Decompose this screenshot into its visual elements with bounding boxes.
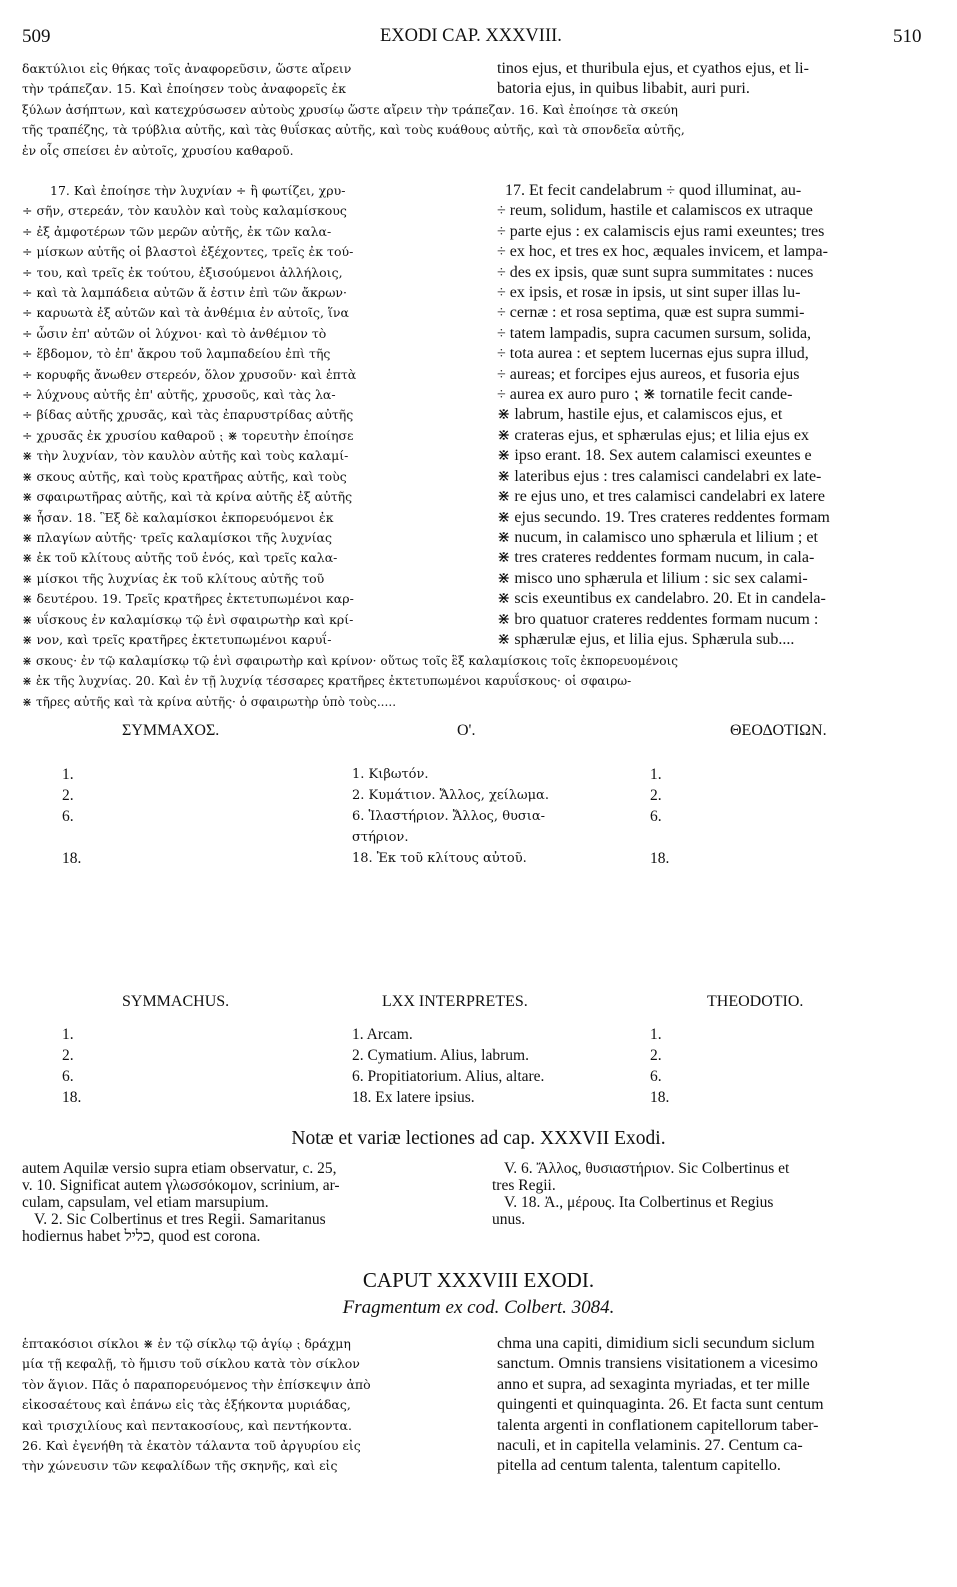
table-cell: στήριον. [352, 830, 409, 845]
text-line: ÷ βίδας αὐτῆς χρυσᾶς, καὶ τὰς ἐπαρυστρίδας αὐτῆς [22, 407, 354, 423]
text-line: ⋇ misco uno sphærula et lilium : sic sex calami- [497, 569, 808, 587]
note-line: autem Aquilæ versio supra etiam observatur, c. 25, [22, 1160, 337, 1177]
page-number-left: 509 [22, 26, 51, 47]
full-greek-block [22, 100, 937, 161]
text-line: ÷ des ex ipsis, quæ sunt supra summitates : nuces [497, 263, 814, 281]
text-line: ⋇ υΐσκους ἐν καλαμίσκῳ τῷ ἑνὶ σφαιρωτὴρ καὶ κρί- [22, 611, 354, 627]
notes-title: Notæ et variæ lectiones ad cap. XXXVII Exodi. [291, 1128, 666, 1149]
table-cell: 6. [650, 1068, 662, 1085]
bottom-greek-block [22, 651, 937, 712]
text-line: καὶ τρισχιλίους καὶ πεντακοσίους, καὶ πεντήκοντα. [22, 1417, 352, 1433]
text-line: batoria ejus, in quibus libabit, auri puri. [497, 80, 750, 98]
text-line: ⋇ labrum, hastile ejus, et calamiscos ejus, et [497, 406, 783, 424]
top-greek-block [22, 59, 492, 100]
text-line: ⋇ re ejus uno, et tres calamisci candelabri ex latere [497, 488, 825, 506]
chapter-subtitle: Fragmentum ex cod. Colbert. 3084. [342, 1297, 615, 1318]
text-line: ἑπτακόσιοι σίκλοι ⋇ ἐν τῷ σίκλῳ τῷ ἁγίῳ ⁏ δράχμη [22, 1336, 351, 1351]
text-line: ÷ ex hoc, et tres ex hoc, æquales invicem, et lampa- [497, 243, 828, 261]
running-title: EXODI CAP. XXXVIII. [380, 26, 562, 46]
text-line: τῆς τραπέζης, τὰ τρύβλια αὐτῆς, καὶ τὰς θυΐσκας αὐτῆς, καὶ τοὺς κυάθους αὐτῆς, καὶ τὰ σπονδεῖα αὐτῆς, [22, 123, 685, 138]
table-cell: 18. Ex latere ipsius. [352, 1089, 475, 1106]
note-line: unus. [492, 1211, 526, 1228]
text-line: ⋇ ἐκ τοῦ κλίτους αὐτῆς τοῦ ἑνός, καὶ τρεῖς καλα- [22, 550, 338, 566]
text-line: quingenti et quinquaginta. 26. Et facta sunt centum [497, 1396, 824, 1414]
text-line: ÷ χρυσᾶς ἐκ χρυσίου καθαροῦ ⁏ ⋇ τορευτὴν ἐποίησε [22, 427, 354, 443]
text-line: ⋇ τὴν λυχνίαν, τὸν καυλὸν αὐτῆς καὶ τοὺς καλαμί- [22, 448, 349, 464]
text-line: ÷ parte ejus : ex calamiscis ejus rami exeuntes; tres [497, 222, 825, 240]
text-line: sanctum. Omnis transiens visitationem a vicesimo [497, 1355, 818, 1373]
text-line: ⋇ ἦσαν. 18. Ἓξ δὲ καλαμίσκοι ἐκπορευόμενοι ἐκ [22, 509, 334, 525]
column-header-symmachus-greek: ΣΥΜΜΑΧΟΣ. [122, 722, 220, 739]
table-cell: 1. [650, 766, 662, 783]
text-line: ÷ tota aurea : et septem lucernas ejus supra illud, [497, 345, 809, 363]
hexapla-greek-table [62, 764, 942, 869]
note-line: V. 18. Ἀ., μέρους. Ita Colbertinus et Regius [504, 1194, 774, 1211]
latin-column [497, 181, 937, 650]
table-cell: 1. [62, 1026, 74, 1043]
table-row [62, 1045, 942, 1066]
text-line: ⋇ lateribus ejus : tres calamisci candelabri ex late- [497, 467, 822, 485]
text-line: ⋇ δευτέρου. 19. Τρεῖς κρατῆρες ἐκτετυπωμένοι καρ- [22, 591, 354, 607]
note-line: tres Regii. [492, 1177, 556, 1194]
table-row [62, 827, 942, 848]
text-line: pitella ad centum talenta, talentum capitello. [497, 1457, 781, 1475]
note-line: V. 6. Ἄλλος, θυσιαστήριον. Sic Colbertinus et [504, 1160, 790, 1177]
text-line: ⋇ bro quatuor crateres reddentes formam nucum : [497, 610, 819, 628]
note-line: v. 10. Significat autem γλωσσόκομον, scrinium, ar- [22, 1177, 340, 1194]
text-line: ⋇ ἐκ τῆς λυχνίας. 20. Καὶ ἐν τῇ λυχνίᾳ τέσσαρες κρατῆρες ἐκτετυπωμένοι καρυΐσκους· οἱ σφαιρω- [22, 674, 632, 689]
text-line: 26. Καὶ ἐγενήθη τὰ ἑκατὸν τάλαντα τοῦ ἀργυρίου εἰς [22, 1438, 361, 1454]
table-row [62, 1066, 942, 1087]
final-greek-column [22, 1334, 492, 1477]
column-header-lxx-greek: Ο'. [457, 722, 476, 739]
text-line: δακτύλιοι εἰς θήκας τοῖς ἀναφορεῦσιν, ὥστε αἴρειν [22, 61, 352, 76]
note-line: culam, capsulam, vel etiam marsupium. [22, 1194, 269, 1211]
text-line: τὴν χώνευσιν τῶν κεφαλίδων τῆς σκηνῆς, καὶ εἰς [22, 1458, 338, 1474]
text-line: ⋇ tres crateres reddentes formam nucum, in cala- [497, 549, 815, 567]
table-cell: 6. [62, 808, 74, 825]
hexapla-latin-table [62, 1024, 942, 1108]
text-line: ÷ του, καὶ τρεῖς ἐκ τούτου, ἐξισούμενοι ἀλλήλοις, [22, 264, 343, 280]
text-line: τὸν ἅγιον. Πᾶς ὁ παραπορευόμενος τὴν ἐπίσκεψιν ἀπὸ [22, 1376, 371, 1392]
column-header-lxx-latin: LXX INTERPRETES. [382, 993, 528, 1010]
text-line: μία τῇ κεφαλῇ, τὸ ἥμισυ τοῦ σίκλου κατὰ τὸν σίκλον [22, 1356, 360, 1372]
table-row [62, 848, 942, 869]
text-line: ⋇ σκους αὐτῆς, καὶ τοὺς κρατῆρας αὐτῆς, καὶ τοὺς [22, 468, 347, 484]
notes-right [492, 1160, 937, 1228]
notes-left [22, 1160, 477, 1245]
text-line: ⋇ ipso erant. 18. Sex autem calamisci exeuntes e [497, 447, 812, 465]
table-cell: 18. [62, 1089, 82, 1106]
column-header-symmachus-latin: SYMMACHUS. [122, 993, 230, 1010]
text-line: ⋇ scis exeuntibus ex candelabro. 20. Et in candela- [497, 590, 826, 608]
page-number-right: 510 [893, 26, 922, 47]
table-row [62, 806, 942, 827]
table-cell: 1. Arcam. [352, 1026, 413, 1043]
text-line: εἰκοσαέτους καὶ ἐπάνω εἰς τὰς ἑξήκοντα μυριάδας, [22, 1397, 351, 1413]
text-line: ÷ cernæ : et rosa septima, quæ est supra summi- [497, 304, 805, 322]
table-cell: 6. Propitiatorium. Alius, altare. [352, 1068, 545, 1085]
text-line: ÷ ἕβδομον, τὸ ἐπ' ἄκρου τοῦ λαμπαδείου ἐπὶ τῆς [22, 346, 331, 362]
table-cell: 6. [62, 1068, 74, 1085]
table-cell: 18. [650, 1089, 670, 1106]
table-cell: 18. [650, 850, 670, 867]
text-line: ÷ tatem lampadis, supra cacumen sursum, solida, [497, 324, 812, 342]
table-cell: 6. Ἱλαστήριον. Ἄλλος, θυσια- [352, 809, 546, 824]
table-row [62, 764, 942, 785]
note-line: V. 2. Sic Colbertinus et tres Regii. Samaritanus [34, 1211, 326, 1228]
text-line: ÷ aurea ex auro puro ⁏ ⋇ tornatile fecit cande- [497, 386, 793, 404]
text-line: ⋇ σφαιρωτῆρας αὐτῆς, καὶ τὰ κρίνα αὐτῆς ἐξ αὐτῆς [22, 489, 353, 505]
top-latin-block [497, 59, 937, 100]
text-line: anno et supra, ad sexaginta myriadas, et ter mille [497, 1375, 810, 1393]
text-line: 17. Et fecit candelabrum ÷ quod illuminat, au- [505, 182, 802, 199]
final-latin-column [497, 1334, 937, 1477]
text-line: ⋇ σκους· ἐν τῷ καλαμίσκῳ τῷ ἑνὶ σφαιρωτὴρ καὶ κρίνον· οὕτως τοῖς ἓξ καλαμίσκοις τοῖς ἐκπορευομένοις [22, 654, 678, 668]
text-line: ⋇ τῆρες αὐτῆς καὶ τὰ κρίνα αὐτῆς· ὁ σφαιρωτὴρ ὑπὸ τοὺς..... [22, 694, 397, 709]
text-line: ÷ μίσκων αὐτῆς οἱ βλαστοὶ ἐξέχοντες, τρεῖς ἐκ τού- [22, 244, 354, 260]
table-cell: 2. Cymatium. Alius, labrum. [352, 1047, 529, 1064]
text-line: ÷ reum, solidum, hastile et calamiscos ex utraque [497, 202, 813, 220]
text-line: chma una capiti, dimidium sicli secundum siclum [497, 1335, 815, 1352]
text-line: ἐν οἷς σπείσει ἐν αὐτοῖς, χρυσίου καθαροῦ. [22, 143, 294, 158]
table-cell: 1. [62, 766, 74, 783]
table-row [62, 785, 942, 806]
text-line: ⋇ ejus secundo. 19. Tres crateres reddentes formam [497, 508, 830, 526]
text-line: ÷ ἐξ ἀμφοτέρων τῶν μερῶν αὐτῆς, ἐκ τῶν καλα- [22, 223, 332, 239]
text-line: ÷ ὦσιν ἐπ' αὐτῶν οἱ λύχνοι· καὶ τὸ ἀνθέμιον τὸ [22, 325, 327, 341]
table-cell: 18. [62, 850, 82, 867]
table-cell: 6. [650, 808, 662, 825]
chapter-title: CAPUT XXXVIII EXODI. [362, 1268, 595, 1292]
table-cell: 1. Κιβωτόν. [352, 767, 429, 782]
column-header-theodotion-latin: THEODOTIO. [707, 993, 804, 1010]
text-line: ÷ aureas; et forcipes ejus aureos, et fusoria ejus [497, 365, 800, 383]
text-line: 17. Καὶ ἐποίησε τὴν λυχνίαν ÷ ἣ φωτίζει, χρυ- [50, 183, 346, 198]
table-cell: 2. [650, 787, 662, 804]
text-line: ⋇ μίσκοι τῆς λυχνίας ἐκ τοῦ κλίτους αὐτῆς τοῦ [22, 570, 325, 586]
text-line: talenta argenti in conflationem capitellorum taber- [497, 1416, 819, 1434]
column-header-theodotion-greek: ΘΕΟΔΟΤΙΩΝ. [730, 722, 827, 739]
text-line: ξύλων ἀσήπτων, καὶ κατεχρύσωσεν αὐτοὺς χρυσίῳ ὥστε αἴρειν τὴν τράπεζαν. 16. Καὶ ἐποίησε τὰ σκεύη [22, 103, 678, 117]
text-line: ÷ σῆν, στερεάν, τὸν καυλὸν καὶ τοὺς καλαμίσκους [22, 203, 347, 219]
text-line: ⋇ sphærulæ ejus, et lilia ejus. Sphærula sub.... [497, 630, 795, 648]
table-row [62, 1024, 942, 1045]
text-line: ÷ καὶ τὰ λαμπάδεια αὐτῶν ἅ ἐστιν ἐπὶ τῶν ἄκρων· [22, 285, 347, 301]
text-line: ⋇ nucum, in calamisco uno sphærula et lilium ; et [497, 528, 818, 546]
text-line: ⋇ crateras ejus, et sphærulas ejus; et lilia ejus ex [497, 426, 809, 444]
table-cell: 18. Ἐκ τοῦ κλίτους αὐτοῦ. [352, 851, 527, 866]
table-cell: 1. [650, 1026, 662, 1043]
text-line: tinos ejus, et thuribula ejus, et cyathos ejus, et li- [497, 60, 809, 77]
table-cell: 2. [62, 1047, 74, 1064]
text-line: ÷ κορυφῆς ἄνωθεν στερεόν, ὅλον χρυσοῦν· καὶ ἑπτὰ [22, 366, 357, 382]
text-line: naculi, et in capitella velaminis. 27. Centum ca- [497, 1437, 803, 1455]
text-line: ⋇ πλαγίων αὐτῆς· τρεῖς καλαμίσκοι τῆς λυχνίας [22, 529, 332, 545]
table-cell: 2. [62, 787, 74, 804]
text-line: ÷ καρυωτὰ ἐξ αὐτῶν καὶ τὰ ἀνθέμια ἐν αὐτοῖς, ἵνα [22, 305, 349, 321]
table-cell: 2. Κυμάτιον. Ἄλλος, χείλωμα. [352, 788, 549, 803]
note-line: hodiernus habet כליל, quod est corona. [22, 1228, 261, 1245]
text-line: ÷ λύχνους αὐτῆς ἐπ' αὐτῆς, χρυσοῦς, καὶ τὰς λα- [22, 387, 336, 403]
text-line: ÷ ex ipsis, et rosæ in ipsis, ut sint super illas lu- [497, 284, 801, 302]
table-cell: 2. [650, 1047, 662, 1064]
text-line: ⋇ νον, καὶ τρεῖς κρατῆρες ἐκτετυπωμένοι καρυΐ- [22, 631, 332, 647]
greek-column [22, 181, 492, 650]
text-line: τὴν τράπεζαν. 15. Καὶ ἐποίησεν τοὺς ἀναφορεῖς ἐκ [22, 81, 347, 97]
table-row [62, 1087, 942, 1108]
